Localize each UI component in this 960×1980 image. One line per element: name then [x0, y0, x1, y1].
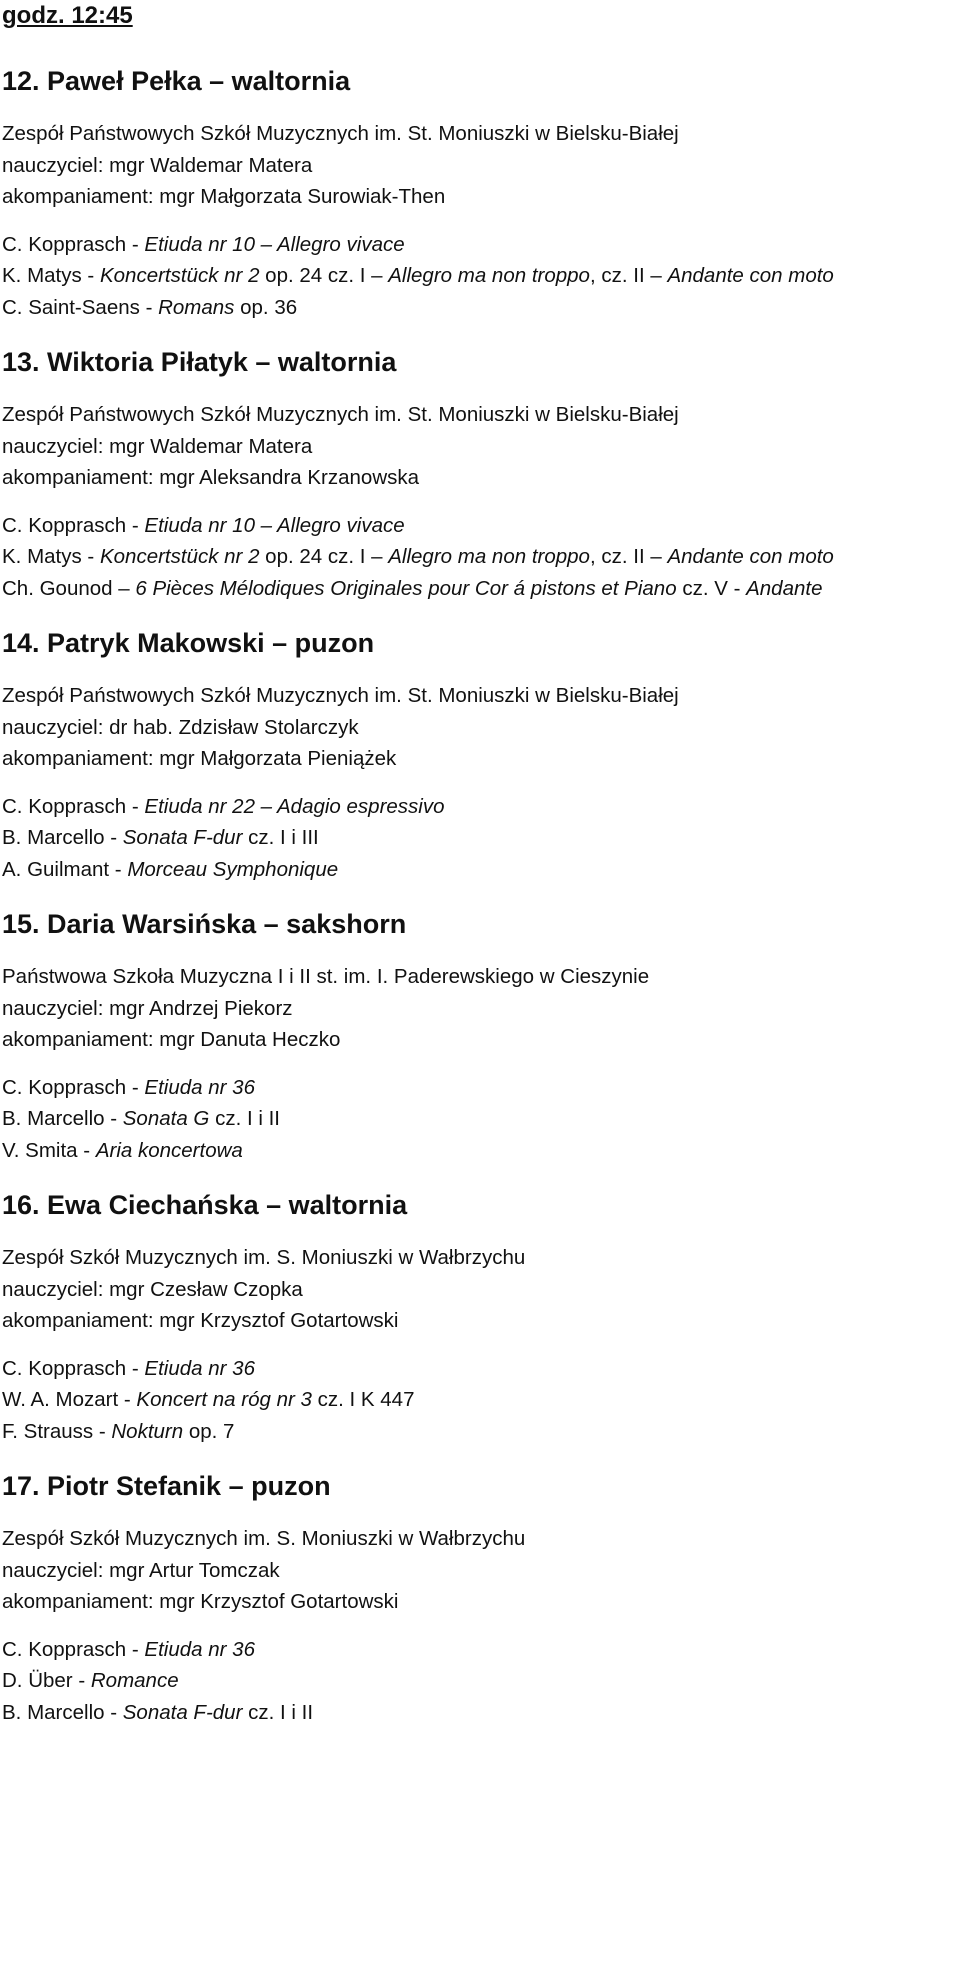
performer-entry [2, 1188, 958, 1447]
performer-heading: 15. Daria Warsińska – sakshorn [2, 909, 407, 939]
repertoire-item [2, 260, 958, 292]
repertoire-item [2, 1103, 958, 1135]
repertoire-list [2, 1353, 958, 1448]
composer: K. Matys - [2, 545, 100, 568]
work-detail: op. 7 [183, 1419, 235, 1443]
performer-info [2, 399, 958, 494]
repertoire-item [2, 292, 958, 324]
repertoire-item [2, 573, 958, 605]
performer-heading: 13. Wiktoria Piłatyk – waltornia [2, 347, 397, 377]
repertoire-item [2, 1353, 958, 1385]
work-title: Andante con moto [667, 545, 834, 568]
performer-info [2, 1523, 958, 1618]
accompanist-line: akompaniament: mgr Krzysztof Gotartowski [2, 1590, 399, 1613]
composer: W. A. Mozart - [2, 1388, 137, 1411]
school-name: Zespół Państwowych Szkół Muzycznych im. St. Moniuszki w Bielsku-Białej [2, 684, 679, 707]
accompanist-line: akompaniament: mgr Aleksandra Krzanowska [2, 466, 420, 489]
work-detail: cz. V - [676, 576, 747, 600]
school-name: Zespół Szkół Muzycznych im. S. Moniuszki w Wałbrzychu [2, 1527, 526, 1550]
composer: B. Marcello - [2, 1107, 123, 1130]
composer: V. Smita - [2, 1138, 96, 1162]
composer: K. Matys - [2, 264, 100, 287]
work-title: Etiuda nr 36 [144, 1637, 255, 1661]
accompanist-line: akompaniament: mgr Danuta Heczko [2, 1028, 341, 1051]
work-detail: op. 24 cz. I – [259, 545, 389, 568]
performer-entry [2, 626, 958, 885]
work-title: Sonata G [122, 1107, 210, 1130]
performer-entry [2, 345, 958, 604]
composer: C. Kopprasch - [2, 1356, 145, 1380]
composer: Ch. Gounod – [2, 576, 136, 600]
work-title: Etiuda nr 10 – Allegro vivace [144, 513, 405, 537]
school-name: Zespół Szkół Muzycznych im. S. Moniuszki w Wałbrzychu [2, 1246, 526, 1269]
teacher-line: nauczyciel: dr hab. Zdzisław Stolarczyk [2, 715, 359, 739]
repertoire-item [2, 854, 958, 886]
work-detail: op. 36 [234, 295, 298, 319]
repertoire-item [2, 1416, 958, 1448]
work-detail: cz. I i III [242, 826, 319, 849]
work-title: Etiuda nr 10 – Allegro vivace [144, 232, 405, 256]
composer: D. Über - [2, 1669, 91, 1692]
session-time: godz. 12:45 [2, 2, 133, 29]
composer: C. Saint-Saens - [2, 295, 159, 319]
accompanist-line: akompaniament: mgr Małgorzata Surowiak-Then [2, 185, 446, 208]
teacher-line: nauczyciel: mgr Andrzej Piekorz [2, 996, 293, 1020]
repertoire-list [2, 229, 958, 324]
repertoire-item [2, 1072, 958, 1104]
repertoire-item [2, 1697, 958, 1729]
repertoire-item [2, 1384, 958, 1416]
composer: C. Kopprasch - [2, 232, 145, 256]
repertoire-item [2, 541, 958, 573]
work-title: Aria koncertowa [95, 1138, 243, 1162]
composer: C. Kopprasch - [2, 1637, 145, 1661]
repertoire-item [2, 1135, 958, 1167]
performer-info [2, 680, 958, 775]
repertoire-list [2, 510, 958, 605]
composer: B. Marcello - [2, 1700, 123, 1724]
repertoire-item [2, 510, 958, 542]
work-title: Koncertstück nr 2 [99, 545, 260, 568]
work-detail: op. 24 cz. I – [259, 264, 389, 287]
work-title: Etiuda nr 36 [144, 1075, 255, 1099]
school-name: Zespół Państwowych Szkół Muzycznych im. St. Moniuszki w Bielsku-Białej [2, 122, 679, 145]
composer: C. Kopprasch - [2, 1075, 145, 1099]
teacher-line: nauczyciel: mgr Artur Tomczak [2, 1558, 280, 1582]
repertoire-list [2, 1072, 958, 1167]
work-detail: cz. I i II [242, 1700, 314, 1724]
repertoire-item [2, 822, 958, 854]
composer: C. Kopprasch - [2, 794, 145, 818]
performer-info [2, 1242, 958, 1337]
work-title: Romans [158, 295, 235, 319]
teacher-line: nauczyciel: mgr Czesław Czopka [2, 1277, 303, 1301]
performer-info [2, 961, 958, 1056]
repertoire-list [2, 791, 958, 886]
repertoire-item [2, 229, 958, 261]
school-name: Zespół Państwowych Szkół Muzycznych im. St. Moniuszki w Bielsku-Białej [2, 403, 679, 426]
work-title: Romance [90, 1669, 179, 1692]
composer: B. Marcello - [2, 826, 123, 849]
work-title: Nokturn [111, 1419, 184, 1443]
accompanist-line: akompaniament: mgr Małgorzata Pieniążek [2, 747, 397, 770]
teacher-line: nauczyciel: mgr Waldemar Matera [2, 434, 313, 458]
work-title: Andante con moto [667, 264, 834, 287]
performer-entry [2, 64, 958, 323]
performer-heading: 16. Ewa Ciechańska – waltornia [2, 1190, 408, 1220]
work-detail: , cz. II – [589, 545, 668, 568]
accompanist-line: akompaniament: mgr Krzysztof Gotartowski [2, 1309, 399, 1332]
repertoire-item [2, 1665, 958, 1697]
work-title: Allegro ma non troppo [388, 545, 590, 568]
performer-entry [2, 907, 958, 1166]
composer: A. Guilmant - [2, 857, 128, 881]
repertoire-item [2, 791, 958, 823]
repertoire-item [2, 1634, 958, 1666]
work-title: Koncertstück nr 2 [99, 264, 260, 287]
performer-info [2, 118, 958, 213]
work-title: Etiuda nr 22 – Adagio espressivo [144, 794, 445, 818]
composer: F. Strauss - [2, 1419, 112, 1443]
work-detail: , cz. II – [589, 264, 668, 287]
work-title: Allegro ma non troppo [388, 264, 590, 287]
work-title: Sonata F-dur [122, 1700, 243, 1724]
work-detail: cz. I K 447 [311, 1388, 415, 1411]
performer-entry [2, 1469, 958, 1728]
school-name: Państwowa Szkoła Muzyczna I i II st. im. I. Paderewskiego w Cieszynie [2, 965, 650, 988]
work-title: Sonata F-dur [122, 826, 243, 849]
teacher-line: nauczyciel: mgr Waldemar Matera [2, 153, 313, 177]
performer-heading: 12. Paweł Pełka – waltornia [2, 66, 351, 96]
performer-heading: 17. Piotr Stefanik – puzon [2, 1471, 331, 1501]
work-title: Morceau Symphonique [127, 857, 339, 881]
performer-heading: 14. Patryk Makowski – puzon [2, 628, 375, 658]
work-detail: cz. I i II [209, 1107, 280, 1130]
performer-list [2, 64, 958, 1728]
work-title: Andante [746, 576, 823, 600]
work-title: 6 Pièces Mélodiques Originales pour Cor á pistons et Piano [135, 576, 677, 600]
work-title: Koncert na róg nr 3 [136, 1388, 312, 1411]
repertoire-list [2, 1634, 958, 1729]
composer: C. Kopprasch - [2, 513, 145, 537]
work-title: Etiuda nr 36 [144, 1356, 255, 1380]
